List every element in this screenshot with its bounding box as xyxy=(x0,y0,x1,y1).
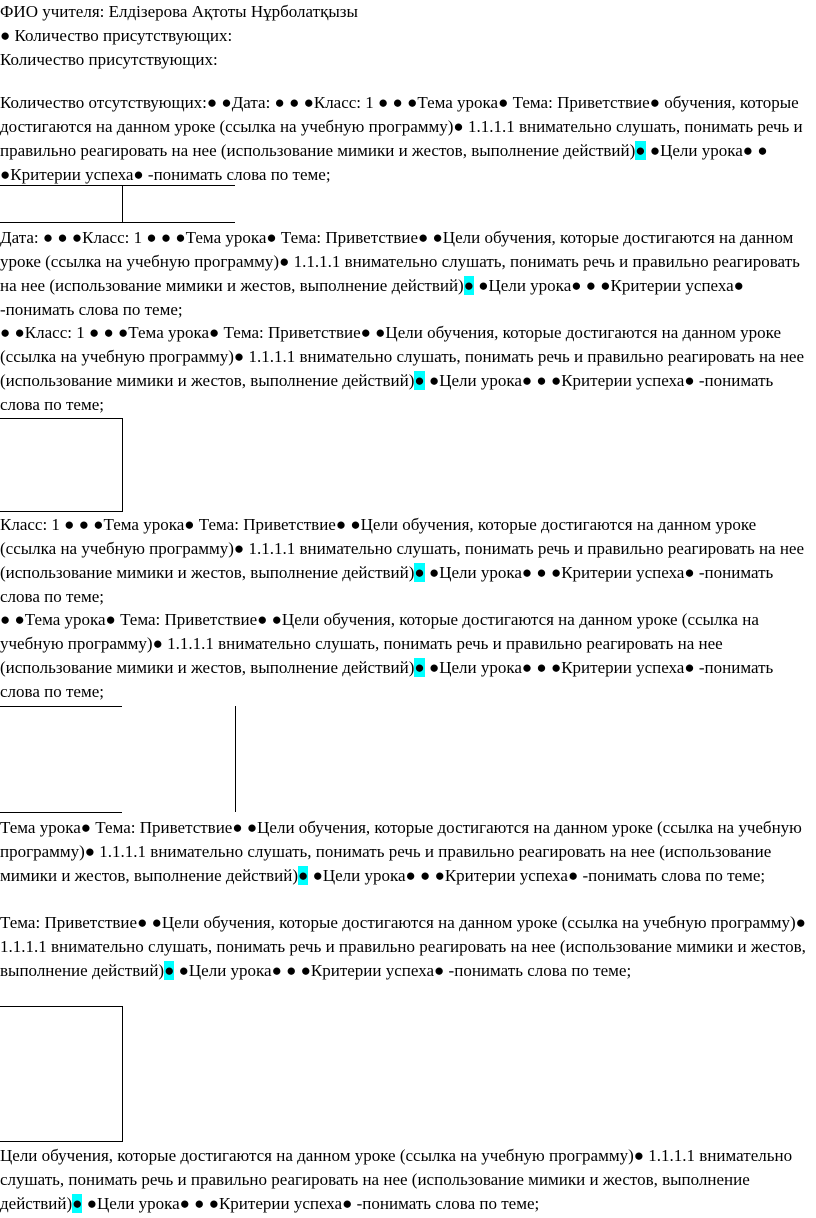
block-tail: ●Цели урока● ● ●Критерии успеха● -понимать слова по теме; xyxy=(0,276,744,319)
header xyxy=(0,0,812,72)
block-text: Дата: ● ● ●Класс: 1 ● ● ●Тема урока● Тема: Приветствие● ●Цели обучения, которые достигаются на данном уроке (ссылка на учебную программу)● 1.1.1.1 внимательно слушать, понимать речь и правильно реагировать на нее (использование мимики и жестов, выполнение действий) xyxy=(0,228,800,295)
divider-line xyxy=(122,185,123,222)
block-tail: ●Цели урока● ● ●Критерии успеха● -понимать слова по теме; xyxy=(0,658,774,701)
highlighted-bullet: ● xyxy=(414,563,425,582)
block-text: Количество отсутствующих:● ●Дата: ● ● ●Класс: 1 ● ● ●Тема урока● Тема: Приветствие● обучения, которые достигаются на данном уроке (ссылка на учебную программу)● 1.1.1.1 внимательно слушать, понимать речь и правильно реагировать на нее (использование мимики и жестов, выполнение действий) xyxy=(0,93,803,160)
lesson-block-2 xyxy=(0,226,812,322)
present-count: Количество присутствующих: xyxy=(0,50,218,69)
block-text: Класс: 1 ● ● ●Тема урока● Тема: Приветствие● ●Цели обучения, которые достигаются на данном уроке (ссылка на учебную программу)● 1.1.1.1 внимательно слушать, понимать речь и правильно реагировать на нее (использование мимики и жестов, выполнение действий) xyxy=(0,515,805,582)
lesson-block-3 xyxy=(0,321,812,417)
lesson-block-7 xyxy=(0,911,812,983)
highlighted-bullet: ● xyxy=(635,141,646,160)
block-tail: ●Цели урока● ● ●Критерии успеха● -понимать слова по теме; xyxy=(0,141,768,184)
highlighted-bullet: ● xyxy=(298,866,309,885)
divider-line xyxy=(0,222,235,223)
divider-line xyxy=(0,185,235,186)
highlighted-bullet: ● xyxy=(414,658,425,677)
present-count-bullet: ● Количество присутствующих: xyxy=(0,26,233,45)
highlighted-bullet: ● xyxy=(463,276,475,295)
block-tail: ●Цели урока● ● ●Критерии успеха● -понимать слова по теме; xyxy=(308,866,766,885)
divider-line xyxy=(0,812,122,813)
divider-line xyxy=(235,706,236,812)
lesson-block-5 xyxy=(0,608,812,704)
block-tail: ●Цели урока● ● ●Критерии успеха● -понимать слова по теме; xyxy=(82,1194,540,1213)
block-text: Цели обучения, которые достигаются на данном уроке (ссылка на учебную программу)● 1.1.1.1 внимательно слушать, понимать речь и правильно реагировать на нее (использование мимики и жестов, выполнение действий) xyxy=(0,1146,793,1213)
block-text: ● ●Класс: 1 ● ● ●Тема урока● Тема: Приветствие● ●Цели обучения, которые достигаются на данном уроке (ссылка на учебную программу)● 1.1.1.1 внимательно слушать, понимать речь и правильно реагировать на нее (использование мимики и жестов, выполнение действий) xyxy=(0,323,805,390)
block-tail: ●Цели урока● ● ●Критерии успеха● -понимать слова по теме; xyxy=(174,961,632,980)
lesson-block-6 xyxy=(0,816,812,888)
block-text: Тема урока● Тема: Приветствие● ●Цели обучения, которые достигаются на данном уроке (ссылка на учебную программу)● 1.1.1.1 внимательно слушать, понимать речь и правильно реагировать на нее (использование мимики и жестов, выполнение действий) xyxy=(0,818,802,885)
block-text: ● ●Тема урока● Тема: Приветствие● ●Цели обучения, которые достигаются на данном уроке (ссылка на учебную программу)● 1.1.1.1 внимательно слушать, понимать речь и правильно реагировать на нее (использование мимики и жестов, выполнение действий) xyxy=(0,610,759,677)
block-text: Тема: Приветствие● ●Цели обучения, которые достигаются на данном уроке (ссылка на учебную программу)● 1.1.1.1 внимательно слушать, понимать речь и правильно реагировать на нее (использование мимики и жестов, выполнение действий) xyxy=(0,913,806,980)
lesson-block-8 xyxy=(0,1144,812,1216)
block-tail: ●Цели урока● ● ●Критерии успеха● -понимать слова по теме; xyxy=(0,371,774,414)
highlighted-bullet: ● xyxy=(414,371,425,390)
highlighted-bullet: ● xyxy=(72,1194,83,1213)
lesson-block-1 xyxy=(0,91,812,187)
divider-line xyxy=(0,706,122,707)
empty-box xyxy=(0,1006,123,1142)
block-tail: ●Цели урока● ● ●Критерии успеха● -понимать слова по теме; xyxy=(0,563,774,606)
empty-box xyxy=(0,418,123,512)
highlighted-bullet: ● xyxy=(164,961,175,980)
teacher-name: ФИО учителя: Елдізерова Ақтоты Нұрболатқызы xyxy=(0,2,358,21)
lesson-block-4 xyxy=(0,513,812,609)
